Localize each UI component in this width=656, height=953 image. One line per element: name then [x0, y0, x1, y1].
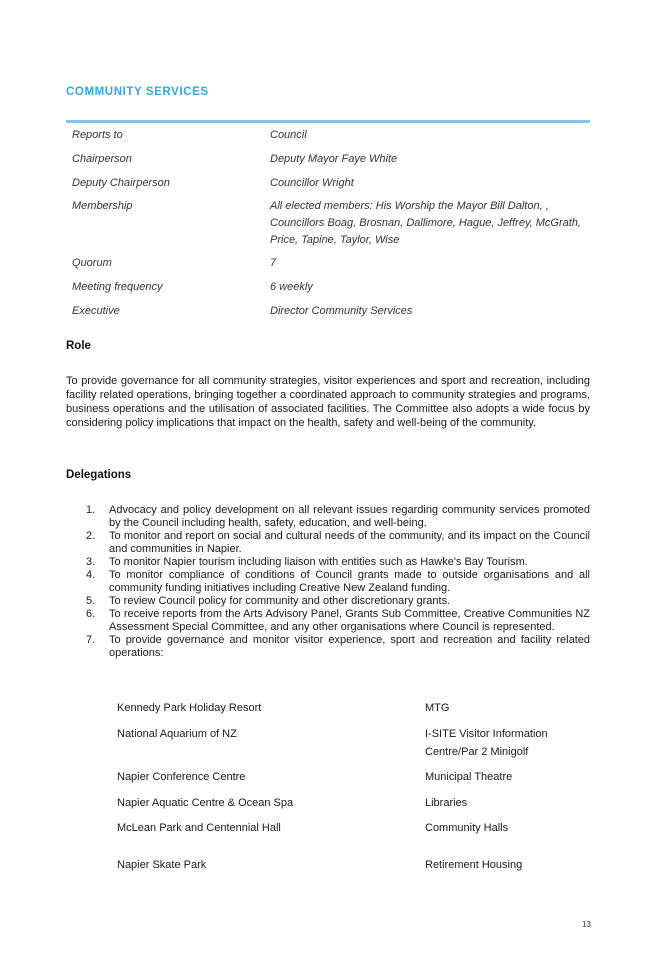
info-row-membership [72, 198, 592, 255]
facility-row [117, 725, 587, 768]
facility-name: Napier Aquatic Centre & Ocean Spa [117, 797, 294, 809]
title-rule [66, 120, 590, 123]
role-heading: Role [66, 340, 91, 352]
facility-row [117, 794, 587, 819]
info-row-deputy-chairperson [72, 175, 592, 198]
list-item-text: To provide governance and monitor visitor experience, sport and recreation and facility related operations: [109, 634, 590, 659]
delegations-heading: Delegations [66, 469, 132, 481]
info-label: Chairperson [72, 153, 132, 165]
list-item-text: Advocacy and policy development on all relevant issues regarding community services promoted by the Council including health, safety, education, and well-being. [109, 504, 590, 529]
role-text: To provide governance for all community strategies, visitor experiences and sport and recreation, including facility related operations, bringing together a coordinated approach to community strategies and programs, business operations and the utilisation of associated facilities. The Committee also adopts a wide focus by considering policy implications that impact on the health, safety and well-being of the community. [66, 375, 590, 429]
facility-name: Libraries [425, 797, 468, 809]
facility-row [117, 819, 587, 856]
facility-row [117, 856, 587, 876]
info-label: Membership [72, 200, 133, 212]
facility-name: Napier Skate Park [117, 859, 207, 871]
facility-name: National Aquarium of NZ [117, 728, 237, 740]
info-value: Deputy Mayor Faye White [270, 153, 398, 165]
list-item-number: 4. [86, 569, 96, 581]
list-item [86, 530, 590, 556]
list-item [86, 569, 590, 595]
page-number: 13 [582, 920, 591, 929]
facility-name: Napier Conference Centre [117, 771, 246, 783]
facility-name: Retirement Housing [425, 859, 523, 871]
info-label: Reports to [72, 129, 123, 141]
facility-name: Kennedy Park Holiday Resort [117, 702, 262, 714]
facility-row [117, 699, 587, 725]
page-title: COMMUNITY SERVICES [66, 86, 209, 98]
list-item-text: To review Council policy for community and other discretionary grants. [109, 595, 451, 607]
delegations-list [86, 504, 590, 660]
list-item-number: 2. [86, 530, 96, 542]
facilities-table [117, 699, 587, 876]
info-label: Executive [72, 305, 120, 317]
facility-name: Municipal Theatre [425, 771, 513, 783]
info-label: Deputy Chairperson [72, 177, 170, 189]
info-value: Councillor Wright [270, 177, 354, 189]
info-row-quorum [72, 255, 592, 279]
facility-row [117, 768, 587, 794]
info-row-chairperson [72, 151, 592, 175]
info-row-executive [72, 303, 592, 327]
facility-name: McLean Park and Centennial Hall [117, 822, 281, 834]
list-item [86, 556, 590, 569]
list-item-number: 5. [86, 595, 96, 607]
info-value: 7 [270, 257, 277, 269]
list-item-number: 1. [86, 504, 96, 516]
info-label: Quorum [72, 257, 112, 269]
facility-name: Community Halls [425, 822, 509, 834]
info-row-meeting-frequency [72, 279, 592, 303]
list-item-text: To receive reports from the Arts Advisory Panel, Grants Sub Committee, Creative Communities NZ Assessment Special Committee, and any other organisations where Council is represented. [109, 608, 590, 633]
info-value: Council [270, 129, 307, 141]
list-item-text: To monitor Napier tourism including liaison with entities such as Hawke's Bay Tourism. [109, 556, 528, 568]
info-row-reports-to [72, 127, 592, 151]
facility-name: I-SITE Visitor Information Centre/Par 2 Minigolf [425, 728, 548, 758]
list-item [86, 634, 590, 660]
list-item-text: To monitor compliance of conditions of Council grants made to outside organisations and all community funding initiatives including Creative New Zealand funding. [109, 569, 590, 594]
info-label: Meeting frequency [72, 281, 163, 293]
info-value: Director Community Services [270, 305, 413, 317]
info-value: All elected members: His Worship the Mayor Bill Dalton, , Councillors Boag, Brosnan, Dallimore, Hague, Jeffrey, McGrath, Price, Tapine, Taylor, Wise [270, 200, 581, 246]
info-value: 6 weekly [270, 281, 313, 293]
list-item-number: 6. [86, 608, 96, 620]
facility-name: MTG [425, 702, 450, 714]
list-item-number: 3. [86, 556, 96, 568]
info-table [72, 127, 592, 327]
list-item-text: To monitor and report on social and cultural needs of the community, and its impact on the Council and communities in Napier. [109, 530, 590, 555]
list-item-number: 7. [86, 634, 96, 646]
list-item [86, 595, 590, 608]
list-item [86, 504, 590, 530]
list-item [86, 608, 590, 634]
